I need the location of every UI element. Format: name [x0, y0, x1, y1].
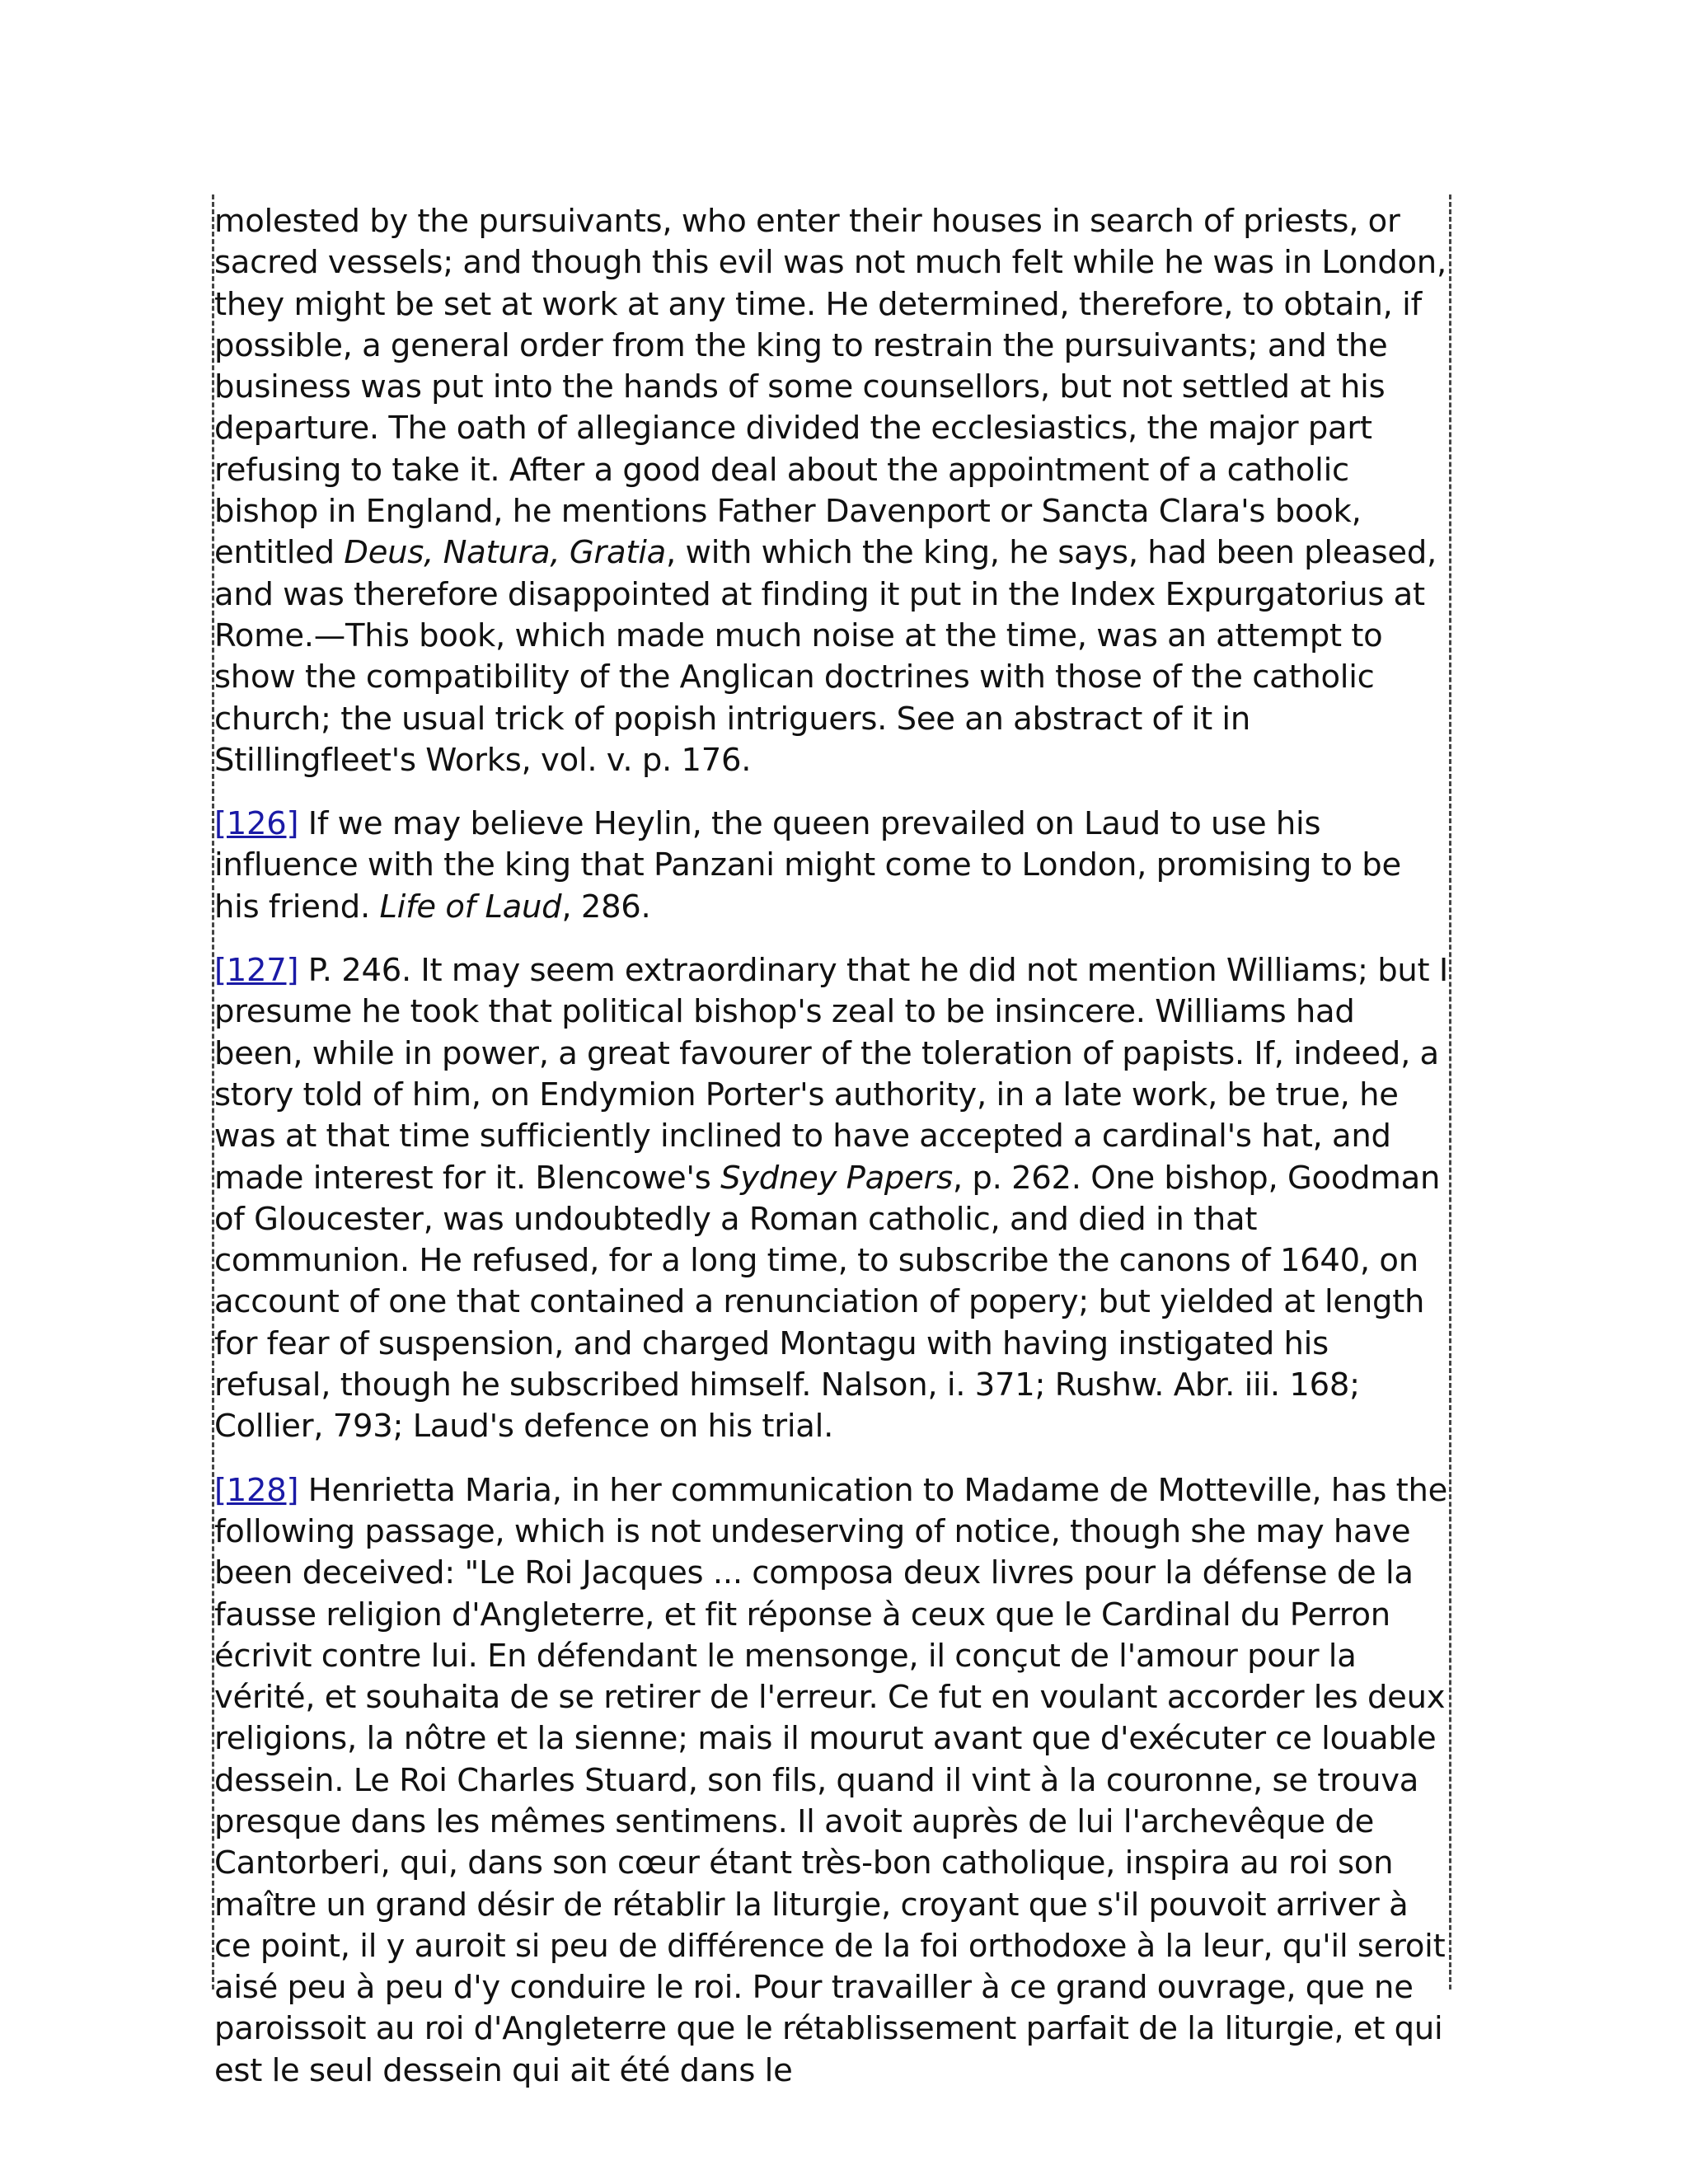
- book-title: Sydney Papers: [720, 1159, 953, 1197]
- footnote-ref-link[interactable]: [127]: [214, 952, 299, 990]
- book-title: Deus, Natura, Gratia: [344, 534, 666, 572]
- book-title: Life of Laud: [379, 888, 562, 926]
- footnote-text: Henrietta Maria, in her communication to Madame de Motteville, has the following passage, which is not undeserving of notice, though she may have been deceived: "Le Roi Jacques ... composa deux livres pour la défense de la fausse religion d'Angleterre, et fit réponse à ceux que le Cardinal du Perron écrivit contre lui. En défendant le mensonge, il conçut de l'amour pour la vérité, et souhaita de se retirer de l'erreur. Ce fut en voulant accorder les deux religions, la nôtre et la sienne; mais il mourut avant que d'exécuter ce louable dessein. Le Roi Charles Stuard, son fils, quand il vint à la couronne, se trouva presque dans les mêmes sentimens. Il avoit auprès de lui l'archevêque de Cantorberi, qui, dans son cœur étant très-bon catholique, inspira au roi son maître un grand désir de rétablir la liturgie, croyant que s'il pouvoit arriver à ce point, il y auroit si peu de différence de la foi orthodoxe à la leur, qu'il seroit aisé peu à peu d'y conduire le roi. Pour travailler à ce grand ouvrage, que ne paroissoit au roi d'Angleterre que le rétablissement parfait de la liturgie, et qui est le seul dessein qui ait été dans le: [214, 1471, 1448, 2089]
- footnote-127: [214, 950, 1449, 1448]
- footnote-continuation: [214, 201, 1449, 781]
- footnote-ref-link[interactable]: [128]: [214, 1471, 299, 1509]
- footnote-ref-link[interactable]: [126]: [214, 805, 299, 843]
- footnote-text: molested by the pursuivants, who enter their houses in search of priests, or sacred vessels; and though this evil was not much felt while he was in London, they might be set at work at any time. He determined, therefore, to obtain, if possible, a general order from the king to restrain the pursuivants; and the business was put into the hands of some counsellors, but not settled at his departure. The oath of allegiance divided the ecclesiastics, the major part refusing to take it. After a good deal about the appointment of a catholic bishop in England, he mentions Father Davenport or Sancta Clara's book, entitled: [214, 203, 1447, 572]
- footnote-text: , p. 262. One bishop, Goodman of Gloucester, was undoubtedly a Roman catholic, and died in that communion. He refused, for a long time, to subscribe the canons of 1640, on account of one that contained a renunciation of popery; but yielded at length for fear of suspension, and charged Montagu with having instigated his refusal, though he subscribed himself. Nalson, i. 371; Rushw. Abr. iii. 168; Collier, 793; Laud's defence on his trial.: [214, 1159, 1441, 1446]
- footnote-text: P. 246. It may seem extraordinary that he did not mention Williams; but I presume he took that political bishop's zeal to be insincere. Williams had been, while in power, a great favourer of the toleration of papists. If, indeed, a story told of him, on Endymion Porter's authority, in a late work, be true, he was at that time sufficiently inclined to have accepted a cardinal's hat, and made interest for it. Blencowe's: [214, 952, 1448, 1197]
- footnote-text: , with which the king, he says, had been pleased, and was therefore disappointed at finding it put in the Index Expurgatorius at Rome.—This book, which made much noise at the time, was an attempt to show the compatibility of the Anglican doctrines with those of the catholic church; the usual trick of popish intriguers. See an abstract of it in Stillingfleet's Works, vol. v. p. 176.: [214, 534, 1437, 779]
- footnote-126: [214, 804, 1449, 928]
- footnote-128: [214, 1470, 1449, 2092]
- footnote-text: , 286.: [561, 888, 651, 926]
- footnote-text: If we may believe Heylin, the queen prevailed on Laud to use his influence with the king that Panzani might come to London, promising to be his friend.: [214, 805, 1401, 926]
- text-column: [212, 194, 1451, 2089]
- footnote-body: [214, 201, 1449, 2092]
